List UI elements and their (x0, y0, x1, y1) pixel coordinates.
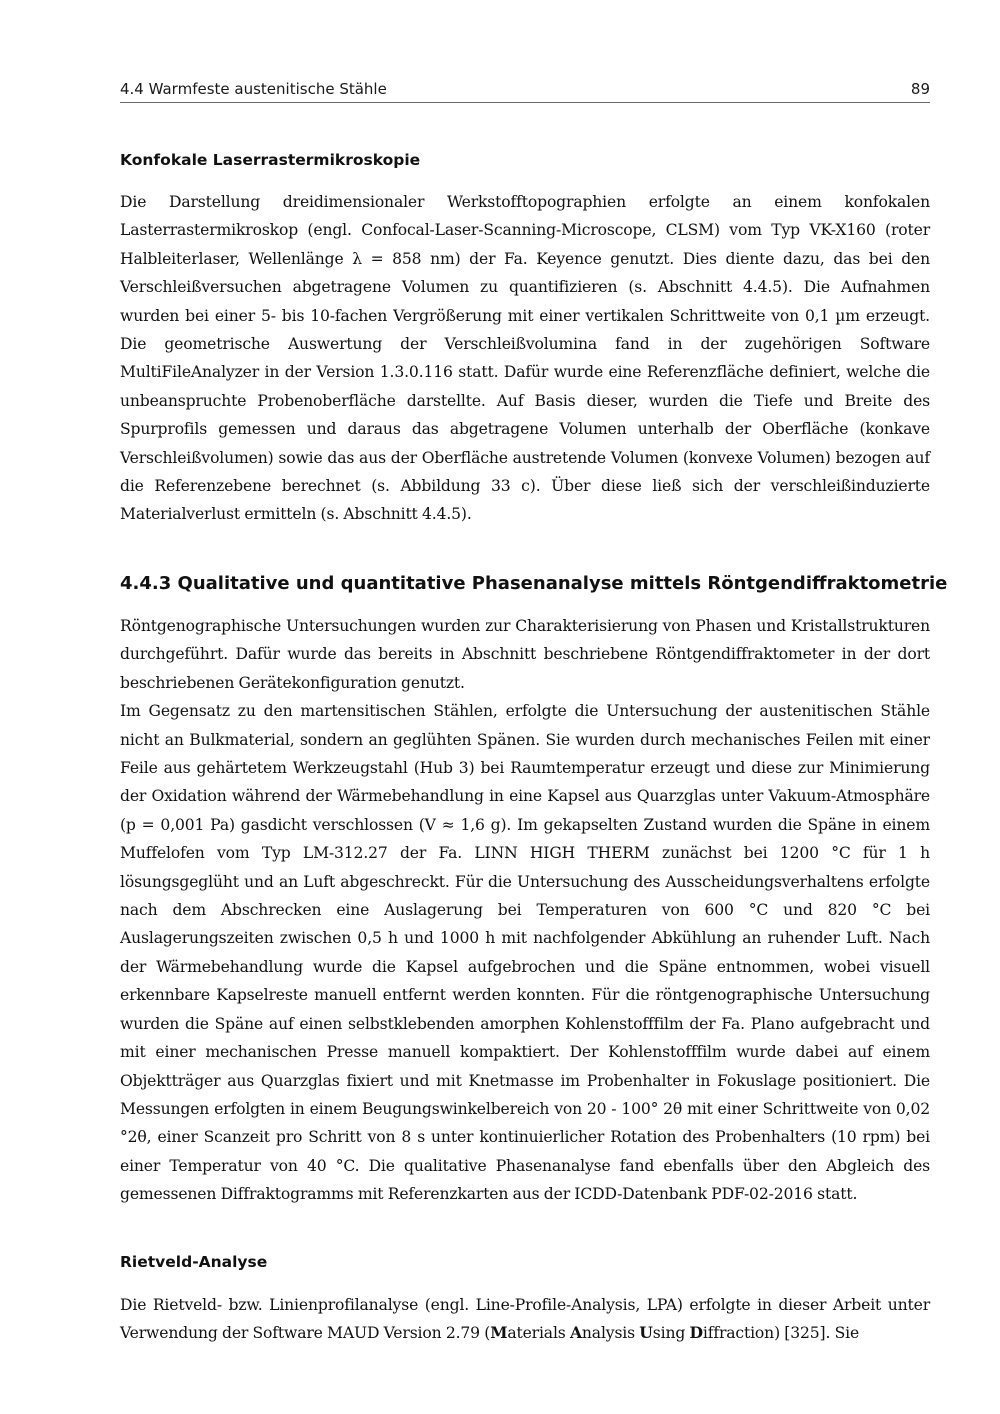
header-section-title: 4.4 Warmfeste austenitische Stähle (120, 80, 387, 98)
paragraph-xrd-procedure: Im Gegensatz zu den martensitischen Stählen, erfolgte die Untersuchung der austenitischen Stähle nicht an Bulkmaterial, sondern an geglühten Spänen. Sie wurden durch mechanisches Feilen mit einer Feile aus gehärtetem Werkzeugstahl (Hub 3) bei Raumtemperatur erzeugt und diese zur Minimierung der Oxidation während der Wärmebehandlung in eine Kapsel aus Quarzglas unter Vakuum-Atmosphäre (p = 0,001 Pa) gasdicht verschlossen (V ≈ 1,6 g). Im gekapselten Zustand wurden die Späne in einem Muffelofen vom Typ LM-312.27 der Fa. LINN HIGH THERM zunächst bei 1200 °C für 1 h lösungsgeglüht und an Luft abgeschreckt. Für die Untersuchung des Ausscheidungsverhaltens erfolgte nach dem Abschrecken eine Auslagerung bei Temperaturen von 600 °C und 820 °C bei Auslagerungszeiten zwischen 0,5 h und 1000 h mit nachfolgender Abkühlung an ruhender Luft. Nach der Wärmebehandlung wurde die Kapsel aufgebrochen und die Späne entnommen, wobei visuell erkennbare Kapselreste manuell entfernt werden konnten. Für die röntgenographische Untersuchung wurden die Späne auf einen selbstklebenden amorphen Kohlenstofffilm der Fa. Plano aufgebracht und mit einer mechanischen Presse manuell kompaktiert. Der Kohlenstofffilm wurde dabei auf einem Objektträger aus Quarzglas fixiert und mit Knetmasse im Probenhalter in Fokuslage positioniert. Die Messungen erfolgten in einem Beugungswinkelbereich von 20 - 100° 2θ mit einer Schrittweite von 0,02 °2θ, einer Scanzeit pro Schritt von 8 s unter kontinuierlicher Rotation des Probenhalters (10 rpm) bei einer Temperatur von 40 °C. Die qualitative Phasenanalyse fand ebenfalls über den Abgleich des gemessenen Diffraktogramms mit Referenzkarten aus der ICDD-Datenbank PDF-02-2016 statt. (120, 702, 930, 1204)
rietveld-text-end: ) [325]. Sie (774, 1324, 860, 1343)
acronym-rest-u: sing (652, 1324, 690, 1343)
paragraph-clsm-text: Die Darstellung dreidimensionaler Werkstofftopographien erfolgte an einem konfokalen Lasterrastermikroskop (engl. Confocal-Laser-Scanning-Microscope, CLSM) vom Typ VK-X160 (roter Halbleiterlaser, Wellenlänge λ = 858 nm) der Fa. Keyence genutzt. Dies diente dazu, das bei den Verschleißversuchen abgetragene Volumen zu quantifizieren (s. Abschnitt 4.4.5). Die Aufnahmen wurden bei einer 5- bis 10-fachen Vergrößerung mit einer vertikalen Schrittweite von 0,1 µm erzeugt. Die geometrische Auswertung der Verschleißvolumina fand in der zugehörigen Software MultiFileAnalyzer in der Version 1.3.0.116 statt. Dafür wurde eine Referenzfläche definiert, welche die unbeanspruchte Probenoberfläche darstellte. Auf Basis dieser, wurden die Tiefe und Breite des Spurprofils gemessen und daraus das abgetragene Volumen unterhalb der Oberfläche (konkave Verschleißvolumen) sowie das aus der Oberfläche austretende Volumen (konvexe Volumen) bezogen auf die Referenzebene berechnet (s. Abbildung 33 c). Über diese ließ sich der verschleißinduzierte Materialverlust ermitteln (s. Abschnitt 4.4.5). (120, 193, 930, 524)
paragraph-rietveld-text (120, 1291, 930, 1348)
running-header (120, 78, 930, 103)
acronym-initial-d: D (689, 1323, 703, 1343)
acronym-rest-a: nalysis (581, 1324, 640, 1343)
paragraph-rietveld (120, 1291, 930, 1348)
section-4-4-3-body (120, 612, 930, 1209)
acronym-initial-u: U (639, 1323, 653, 1343)
page-number: 89 (910, 80, 930, 98)
acronym-initial-a: A (569, 1323, 582, 1343)
paragraph-xrd-intro: Röntgenographische Untersuchungen wurden zur Charakterisierung von Phasen und Kristallstrukturen durchgeführt. Dafür wurde das bereits in Abschnitt beschriebene Röntgendiffraktometer in der dort beschriebenen Gerätekonfiguration genutzt. (120, 617, 930, 692)
acronym-rest-d: iffraction (702, 1324, 775, 1343)
heading-clsm: Konfokale Laserrastermikroskopie (120, 151, 421, 169)
paragraph-clsm (120, 188, 930, 529)
acronym-rest-m: aterials (507, 1324, 570, 1343)
heading-rietveld: Rietveld-Analyse (120, 1253, 268, 1271)
acronym-initial-m: M (490, 1323, 508, 1343)
rietveld-text-start: Die Rietveld- bzw. Linienprofilanalyse (engl. Line-Profile-Analysis, LPA) erfolgte in dieser Arbeit unter Verwendung der Software MAUD Version 2.79 ( (120, 1296, 930, 1343)
section-heading-4-4-3: 4.4.3 Qualitative und quantitative Phasenanalyse mittels Röntgendiffraktometrie (120, 573, 948, 594)
